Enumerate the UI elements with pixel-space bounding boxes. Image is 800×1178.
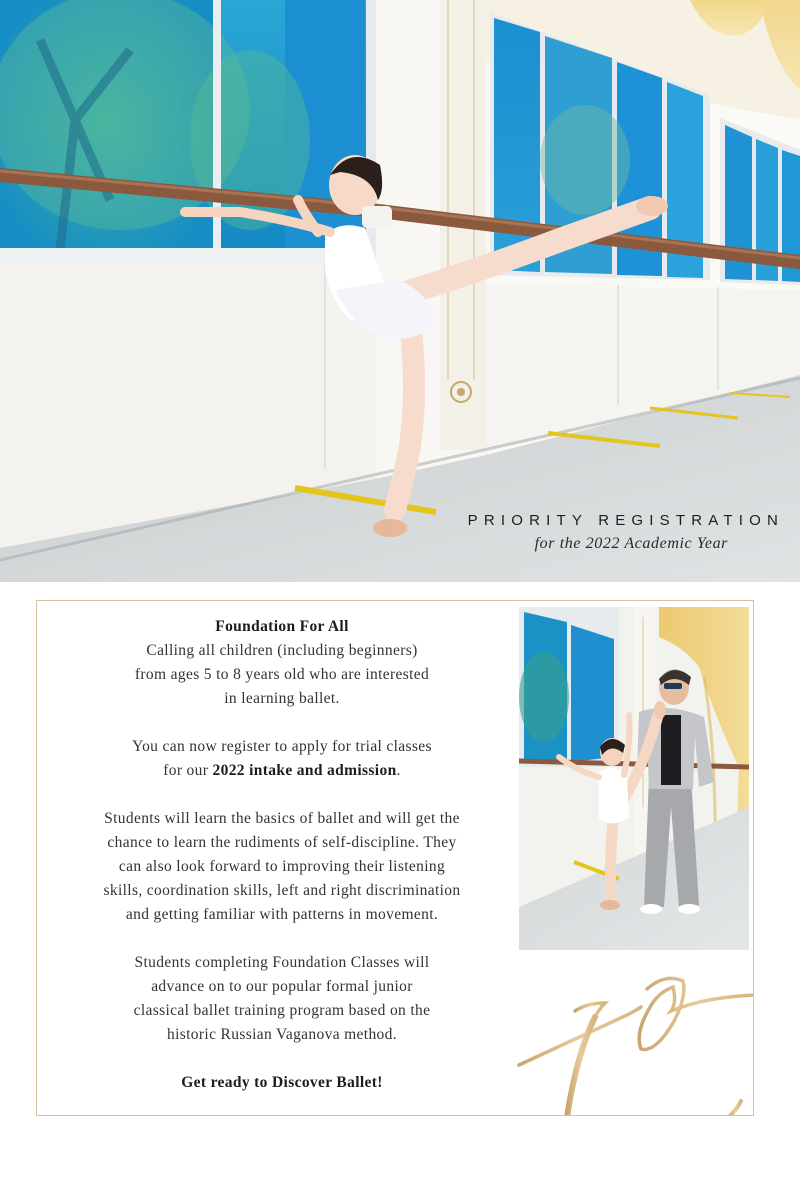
card-text bbox=[61, 615, 503, 1095]
intro-line-3: in learning ballet. bbox=[224, 690, 340, 707]
hero-photo bbox=[0, 0, 800, 582]
signature-flourish-icon bbox=[515, 953, 754, 1116]
intro-paragraph bbox=[61, 615, 503, 711]
register-line-2-suffix: . bbox=[396, 762, 401, 779]
card-heading: Foundation For All bbox=[215, 618, 349, 635]
learn-line-3: can also look forward to improving their listening bbox=[118, 858, 446, 875]
cta-text: Get ready to Discover Ballet! bbox=[181, 1074, 383, 1091]
advance-line-1: Students completing Foundation Classes will bbox=[134, 954, 430, 971]
hero-subtitle: for the 2022 Academic Year bbox=[534, 535, 728, 552]
info-card bbox=[36, 600, 754, 1116]
advance-line-2: advance on to our popular formal junior bbox=[151, 978, 413, 995]
learn-line-5: and getting familiar with patterns in movement. bbox=[125, 906, 439, 923]
register-line-1: You can now register to apply for trial classes bbox=[132, 738, 432, 755]
learn-paragraph bbox=[61, 807, 503, 927]
learn-line-4: skills, coordination skills, left and right discrimination bbox=[103, 882, 461, 899]
hero-caption bbox=[424, 512, 784, 553]
advance-line-3: classical ballet training program based on the bbox=[133, 1002, 431, 1019]
advance-line-4: historic Russian Vaganova method. bbox=[167, 1026, 397, 1043]
learn-line-2: chance to learn the rudiments of self-discipline. They bbox=[107, 834, 457, 851]
hero-title: PRIORITY REGISTRATION bbox=[467, 512, 784, 529]
advance-paragraph bbox=[61, 951, 503, 1047]
intro-line-2: from ages 5 to 8 years old who are interested bbox=[134, 666, 430, 683]
register-paragraph bbox=[61, 735, 503, 783]
register-line-2-prefix: for our bbox=[163, 762, 213, 779]
learn-line-1: Students will learn the basics of ballet and will get the bbox=[104, 810, 460, 827]
register-highlight: 2022 intake and admission bbox=[212, 762, 397, 779]
teacher-student-photo bbox=[519, 607, 749, 950]
intro-line-1: Calling all children (including beginners) bbox=[146, 642, 418, 659]
hero-banner bbox=[0, 0, 800, 582]
